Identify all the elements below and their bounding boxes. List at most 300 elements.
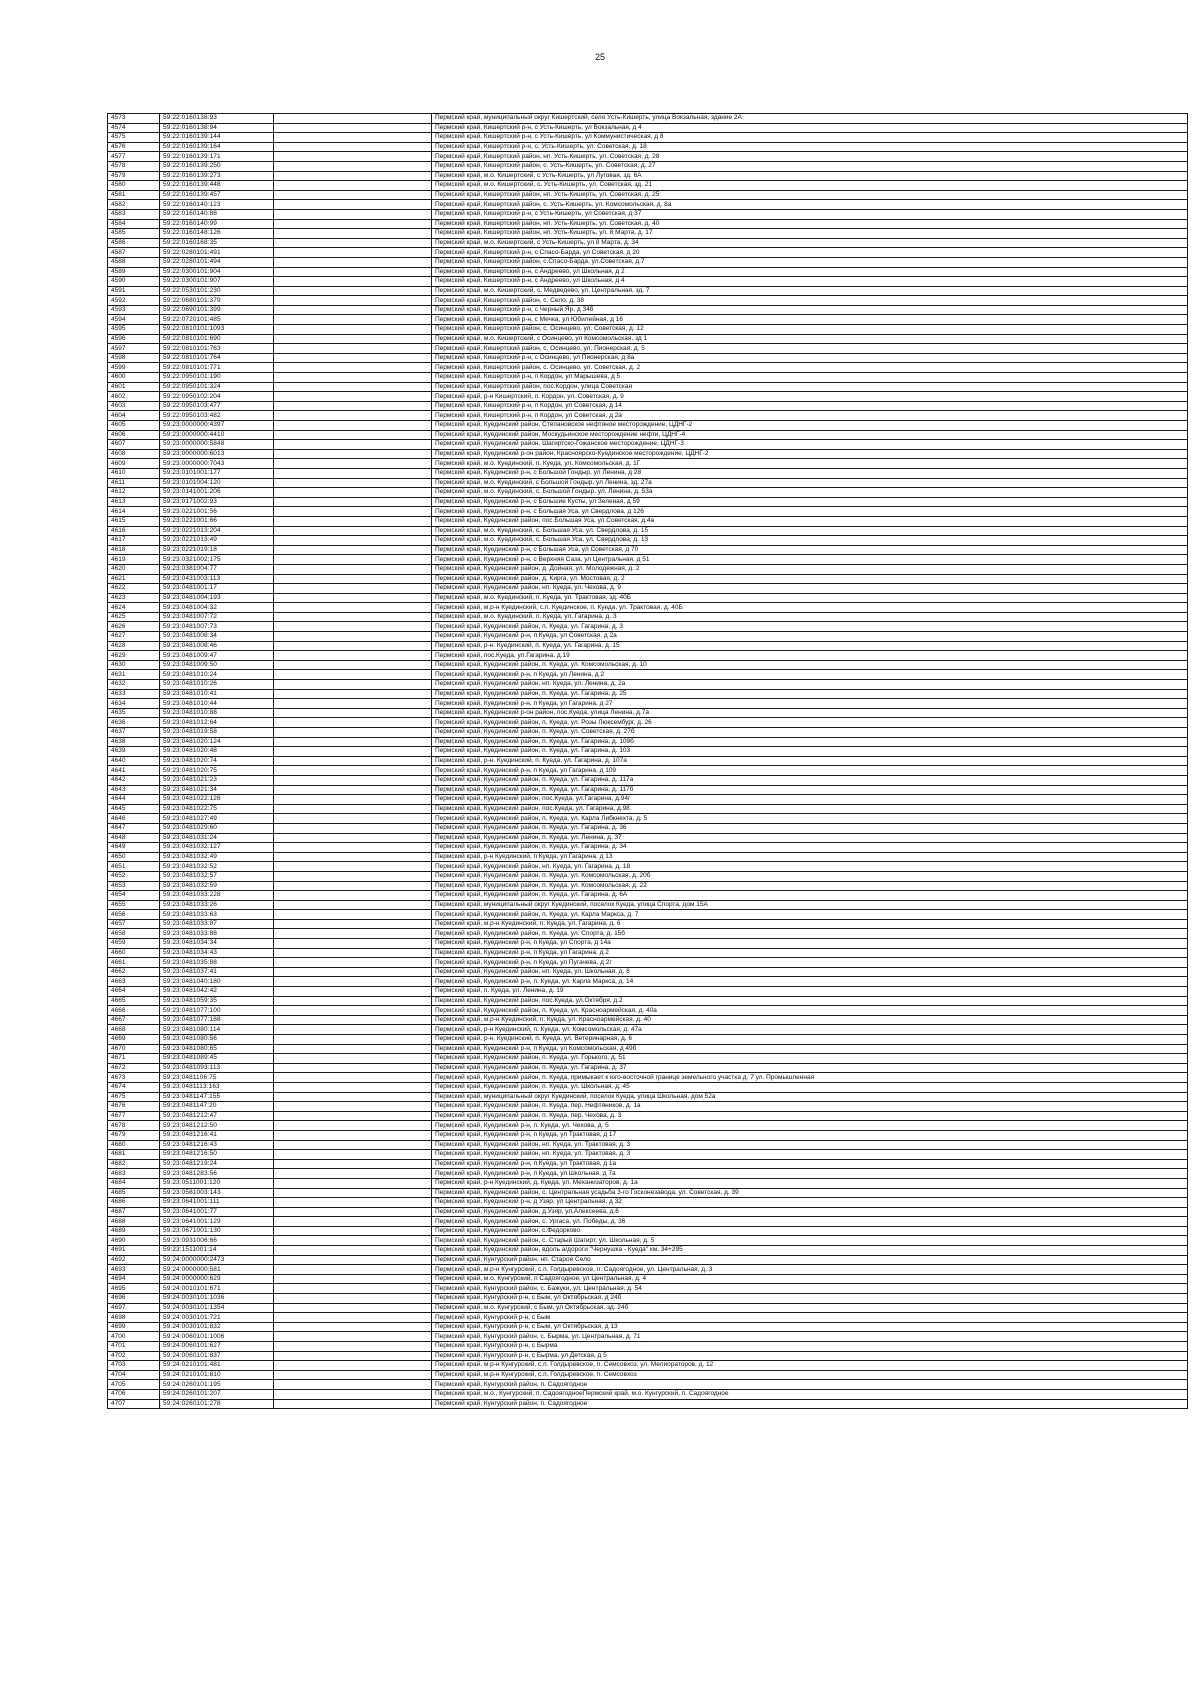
table-row (108, 1169, 1188, 1179)
address: Пермский край, р-н Куединский, п. Куеда, ул. Комсомольская, д. 47а (432, 1025, 1188, 1035)
blank-cell (274, 1313, 432, 1323)
address: Пермский край, м.р-н Куединский, п. Куеда, ул. Красноармейская, д. 40 (432, 1015, 1188, 1025)
address: Пермский край, р-н Куединский, д. Куеда, ул. Механизаторов, д. 1а (432, 1178, 1188, 1188)
table-row (108, 171, 1188, 181)
blank-cell (274, 660, 432, 670)
blank-cell (274, 996, 432, 1006)
table-row (108, 977, 1188, 987)
address: Пермский край, Куединский р-н, п Куеда, ул Спорта, д 14а (432, 939, 1188, 949)
row-number: 4606 (108, 430, 160, 440)
table-row (108, 555, 1188, 565)
row-number: 4647 (108, 823, 160, 833)
table-row (108, 516, 1188, 526)
table-row (108, 373, 1188, 383)
row-number: 4605 (108, 421, 160, 431)
row-number: 4650 (108, 852, 160, 862)
cadastral-number: 59:23:0641001:111 (160, 1198, 274, 1208)
table-row (108, 1178, 1188, 1188)
cadastral-number: 59:23:0481019:58 (160, 728, 274, 738)
address: Пермский край, Кунгурский район, п. Садоягодное (432, 1380, 1188, 1390)
cadastral-number: 59:22:0160140:123 (160, 200, 274, 210)
table-row (108, 1255, 1188, 1265)
row-number: 4576 (108, 142, 160, 152)
address: Пермский край, м.о. Куединский, с. Большая Уса, ул. Свердлова, д. 15 (432, 526, 1188, 536)
address: Пермский край, Куединский район, п. Куеда, ул. Гагарина, д. 34 (432, 843, 1188, 853)
table-row (108, 622, 1188, 632)
table-row (108, 967, 1188, 977)
table-row (108, 804, 1188, 814)
cadastral-number: 59:23:0221019:18 (160, 545, 274, 555)
address: Пермский край, Куединский район, п. Куеда, ул. Гагарина, д. 6А (432, 891, 1188, 901)
row-number: 4667 (108, 1015, 160, 1025)
address: Пермский край, м.р-н Кунгурский, с.п. Голдыревское, п. Семсовхоз (432, 1370, 1188, 1380)
address: Пермский край, Кишертский р-н, с Осинцево, ул Пионерская, д 8а (432, 353, 1188, 363)
row-number: 4610 (108, 468, 160, 478)
table-row (108, 919, 1188, 929)
row-number: 4699 (108, 1322, 160, 1332)
table-row (108, 545, 1188, 555)
table-row (108, 1150, 1188, 1160)
row-number: 4641 (108, 766, 160, 776)
table-row (108, 1313, 1188, 1323)
address: Пермский край, Кишертский р-н, с Андреево, ул Школьная, д 4 (432, 277, 1188, 287)
address: Пермский край, Кунгурский район, с. Бырма, ул. Центральная, д. 71 (432, 1332, 1188, 1342)
blank-cell (274, 641, 432, 651)
row-number: 4649 (108, 843, 160, 853)
cadastral-number: 59:22:0810101:763 (160, 344, 274, 354)
blank-cell (274, 728, 432, 738)
cadastral-number: 59:23:0381004:77 (160, 564, 274, 574)
blank-cell (274, 891, 432, 901)
blank-cell (274, 756, 432, 766)
row-number: 4663 (108, 977, 160, 987)
address: Пермский край, Кишертский район, нп. Усть-Кишерть, ул. Советская, д. 28 (432, 152, 1188, 162)
address: Пермский край, Куединский район, п. Куеда, ул. Красноармейская, д. 40а (432, 1006, 1188, 1016)
address: Пермский край, м.о., Кунгурский, п. СадоягодноеПермский край, м.о. Кунгурский, п. Садоягодное (432, 1389, 1188, 1399)
cadastral-number: 59:22:0160168:35 (160, 238, 274, 248)
table-row (108, 1102, 1188, 1112)
cadastral-number: 59:23:0481027:49 (160, 814, 274, 824)
blank-cell (274, 584, 432, 594)
address: Пермский край, Кишертский р-н, с Андреево, ул Школьная, д 2 (432, 267, 1188, 277)
table-row (108, 421, 1188, 431)
row-number: 4678 (108, 1121, 160, 1131)
table-row (108, 1265, 1188, 1275)
address: Пермский край, Кишертский район, с. Осинцево, ул. Советская, д. 2 (432, 363, 1188, 373)
blank-cell (274, 1389, 432, 1399)
row-number: 4648 (108, 833, 160, 843)
table-row (108, 891, 1188, 901)
blank-cell (274, 171, 432, 181)
blank-cell (274, 411, 432, 421)
row-number: 4581 (108, 190, 160, 200)
cadastral-number: 59:23:0000000:6013 (160, 449, 274, 459)
table-row (108, 1342, 1188, 1352)
address: Пермский край, Куединский район, п. Куеда, ул. Гагарина, д. 25 (432, 689, 1188, 699)
table-row (108, 152, 1188, 162)
address: Пермский край, Куединский р-н, п Куеда, ул Гагарина, д 2 (432, 948, 1188, 958)
blank-cell (274, 114, 432, 124)
blank-cell (274, 545, 432, 555)
blank-cell (274, 497, 432, 507)
table-row (108, 468, 1188, 478)
register-table (107, 113, 1188, 1409)
row-number: 4625 (108, 612, 160, 622)
cadastral-number: 59:23:0481033:63 (160, 910, 274, 920)
table-row (108, 843, 1188, 853)
row-number: 4662 (108, 967, 160, 977)
address: Пермский край, м.о. Куединский, п. Куеда, ул. Гагарина, д. 3 (432, 612, 1188, 622)
cadastral-number: 59:24:0030101:721 (160, 1313, 274, 1323)
blank-cell (274, 680, 432, 690)
cadastral-number: 59:24:0030101:1354 (160, 1303, 274, 1313)
table-row (108, 1063, 1188, 1073)
row-number: 4627 (108, 632, 160, 642)
address: Пермский край, Куединский район, с. Старый Шагирт, ул. Школьная, д. 5 (432, 1236, 1188, 1246)
row-number: 4660 (108, 948, 160, 958)
blank-cell (274, 843, 432, 853)
row-number: 4697 (108, 1303, 160, 1313)
row-number: 4578 (108, 161, 160, 171)
row-number: 4654 (108, 891, 160, 901)
cadastral-number: 59:23:0481106:75 (160, 1073, 274, 1083)
address: Пермский край, м.р-н Куединский, п. Куеда, ул. Гагарина, д. 6 (432, 919, 1188, 929)
page-number: 25 (594, 52, 605, 62)
address: Пермский край, Куединский р-н, п Куеда, ул Гагарина, д 27 (432, 699, 1188, 709)
cadastral-number: 59:23:0221001:66 (160, 516, 274, 526)
row-number: 4613 (108, 497, 160, 507)
table-row (108, 411, 1188, 421)
address: Пермский край, р-н. Куединский, п. Куеда, ул. Гагарина, д. 15 (432, 641, 1188, 651)
address: Пермский край, Куединский район, вдоль а/дороги "Чернушка - Куеда" км. 34+295 (432, 1246, 1188, 1256)
blank-cell (274, 910, 432, 920)
cadastral-number: 59:22:0160139:457 (160, 190, 274, 200)
cadastral-number: 59:23:0000000:4397 (160, 421, 274, 431)
row-number: 4666 (108, 1006, 160, 1016)
cadastral-number: 59:22:0530101:230 (160, 286, 274, 296)
row-number: 4585 (108, 229, 160, 239)
table-row (108, 229, 1188, 239)
address: Пермский край, Кунгурский р-н, с Бым, ул Октябрьская, д 24б (432, 1294, 1188, 1304)
table-row (108, 1015, 1188, 1025)
row-number: 4675 (108, 1092, 160, 1102)
table-row (108, 1111, 1188, 1121)
table-row (108, 382, 1188, 392)
cadastral-number: 59:23:0511001:120 (160, 1178, 274, 1188)
address: Пермский край, Куединский р-он район, пос.Куеда, улица Ленина, д.7а (432, 708, 1188, 718)
row-number: 4671 (108, 1054, 160, 1064)
cadastral-number: 59:23:0481012:64 (160, 718, 274, 728)
table-row (108, 1361, 1188, 1371)
row-number: 4661 (108, 958, 160, 968)
blank-cell (274, 277, 432, 287)
address: Пермский край, Кишертский район, с. Усть-Кишерть, ул. Советская, д. 27 (432, 161, 1188, 171)
cadastral-number: 59:23:0481008:34 (160, 632, 274, 642)
table-row (108, 775, 1188, 785)
blank-cell (274, 689, 432, 699)
cadastral-number: 59:23:0481033:87 (160, 919, 274, 929)
address: Пермский край, Кунгурский р-н, с Бырма, ул Детская, д 5 (432, 1351, 1188, 1361)
blank-cell (274, 1198, 432, 1208)
cadastral-number: 59:23:0481020:48 (160, 747, 274, 757)
row-number: 4664 (108, 987, 160, 997)
blank-cell (274, 286, 432, 296)
table-row (108, 238, 1188, 248)
table-row (108, 1217, 1188, 1227)
cadastral-number: 59:22:0950101:324 (160, 382, 274, 392)
table-row (108, 1188, 1188, 1198)
address: Пермский край, Куединский район, п. Куеда, ул. Школьная, д. 45 (432, 1082, 1188, 1092)
address: Пермский край, Кишертский р-н, с. Усть-Кишерть, ул. Советская, д. 18 (432, 142, 1188, 152)
address: Пермский край, Куединский район, Москудьинское месторождение нефти, ЦДНГ-4 (432, 430, 1188, 440)
address: Пермский край, п. Куеда, ул. Ленина, д. 19 (432, 987, 1188, 997)
row-number: 4597 (108, 344, 160, 354)
address: Пермский край, м.о. Кишертский, с. Медведево, ул. Центральная, зд. 7 (432, 286, 1188, 296)
blank-cell (274, 363, 432, 373)
table-row (108, 1380, 1188, 1390)
blank-cell (274, 238, 432, 248)
address: Пермский край, Куединский район, нп. Куеда, ул. Гагарина, д. 18 (432, 862, 1188, 872)
table-row (108, 1035, 1188, 1045)
cadastral-number: 59:23:0431003:113 (160, 574, 274, 584)
blank-cell (274, 1361, 432, 1371)
row-number: 4629 (108, 651, 160, 661)
row-number: 4707 (108, 1399, 160, 1409)
blank-cell (274, 536, 432, 546)
blank-cell (274, 881, 432, 891)
address: Пермский край, Куединский район, Степановское нефтяное месторождение, ЦДНГ-2 (432, 421, 1188, 431)
address: Пермский край, Куединский р-н, п Куеда, ул Пугачева, д 2г (432, 958, 1188, 968)
row-number: 4670 (108, 1044, 160, 1054)
blank-cell (274, 1370, 432, 1380)
blank-cell (274, 248, 432, 258)
address: Пермский край, муниципальный округ Кишертский, село Усть-Кишерть, улица Вокзальная, здание 2А (432, 114, 1188, 124)
cadastral-number: 59:23:0481032:127 (160, 843, 274, 853)
table-row (108, 449, 1188, 459)
cadastral-number: 59:23:0481021:23 (160, 775, 274, 785)
table-row (108, 785, 1188, 795)
blank-cell (274, 478, 432, 488)
address: Пермский край, Куединский район, п. Куеда, ул. Гагарина, д. 117б (432, 785, 1188, 795)
row-number: 4575 (108, 133, 160, 143)
address: Пермский край, Куединский район, п. Куеда, ул. Советская, д. 27б (432, 728, 1188, 738)
table-row (108, 353, 1188, 363)
address: Пермский край, пос.Куеда, ул.Гагарина, д.19 (432, 651, 1188, 661)
row-number: 4665 (108, 996, 160, 1006)
blank-cell (274, 699, 432, 709)
cadastral-number: 59:23:0481093:113 (160, 1063, 274, 1073)
row-number: 4701 (108, 1342, 160, 1352)
row-number: 4616 (108, 526, 160, 536)
cadastral-number: 59:23:0481089:45 (160, 1054, 274, 1064)
row-number: 4639 (108, 747, 160, 757)
cadastral-number: 59:22:0160139:171 (160, 152, 274, 162)
table-row (108, 871, 1188, 881)
address: Пермский край, Кишертский р-н, с Черный Яр, д 34б (432, 305, 1188, 315)
table-row (108, 833, 1188, 843)
blank-cell (274, 392, 432, 402)
cadastral-number: 59:22:0160148:126 (160, 229, 274, 239)
blank-cell (274, 967, 432, 977)
cadastral-number: 59:23:0481009:47 (160, 651, 274, 661)
cadastral-number: 59:23:0481033:228 (160, 891, 274, 901)
address: Пермский край, м.р-н Куединский, с.п. Куединское, п. Куеда, ул. Трактовая, д. 40Б (432, 603, 1188, 613)
blank-cell (274, 325, 432, 335)
address: Пермский край, Куединский р-н, с Большая Уса, ул Советская, д 70 (432, 545, 1188, 555)
blank-cell (274, 1092, 432, 1102)
cadastral-number: 59:23:0581003:143 (160, 1188, 274, 1198)
blank-cell (274, 229, 432, 239)
cadastral-number: 59:23:0000000:4410 (160, 430, 274, 440)
cadastral-number: 59:22:0950103:477 (160, 401, 274, 411)
cadastral-number: 59:23:0481032:59 (160, 881, 274, 891)
address: Пермский край, Куединский район, с. Ургаса, ул. Победы, д. 36 (432, 1217, 1188, 1227)
table-row (108, 910, 1188, 920)
table-row (108, 612, 1188, 622)
table-row (108, 219, 1188, 229)
blank-cell (274, 344, 432, 354)
row-number: 4672 (108, 1063, 160, 1073)
address: Пермский край, Куединский район, п. Куеда, ул. Гагарина, д. 36 (432, 823, 1188, 833)
blank-cell (274, 1111, 432, 1121)
blank-cell (274, 977, 432, 987)
table-row (108, 1025, 1188, 1035)
cadastral-number: 59:22:0160140:99 (160, 219, 274, 229)
cadastral-number: 59:23:0481020:124 (160, 737, 274, 747)
blank-cell (274, 852, 432, 862)
address: Пермский край, Куединский район, д.Узяр, ул.Алексеева, д.6 (432, 1207, 1188, 1217)
table-row (108, 1399, 1188, 1409)
cadastral-number: 59:24:0000000:629 (160, 1274, 274, 1284)
address: Пермский край, Куединский район, п. Куеда, пер. Чехова, д. 3 (432, 1111, 1188, 1121)
cadastral-number: 59:22:0680101:379 (160, 296, 274, 306)
table-row (108, 123, 1188, 133)
cadastral-number: 59:23:0221001:56 (160, 507, 274, 517)
cadastral-number: 59:22:0160139:164 (160, 142, 274, 152)
cadastral-number: 59:23:0141001:206 (160, 488, 274, 498)
address: Пермский край, Куединский район, д. Дойная, ул. Молодежная, д. 2 (432, 564, 1188, 574)
table-row (108, 305, 1188, 315)
table-row (108, 497, 1188, 507)
address: Пермский край, Куединский район, нп. Куеда, ул. Школьная, д. 8 (432, 967, 1188, 977)
cadastral-number: 59:23:0481022:75 (160, 804, 274, 814)
address: Пермский край, Куединский район, п. Куеда, ул. Карла Маркса, д. 7 (432, 910, 1188, 920)
cadastral-number: 59:23:0101001:177 (160, 468, 274, 478)
blank-cell (274, 353, 432, 363)
row-number: 4594 (108, 315, 160, 325)
cadastral-number: 59:23:0481077:100 (160, 1006, 274, 1016)
row-number: 4634 (108, 699, 160, 709)
table-row (108, 574, 1188, 584)
blank-cell (274, 209, 432, 219)
row-number: 4659 (108, 939, 160, 949)
cadastral-number: 59:22:0950102:204 (160, 392, 274, 402)
address: Пермский край, Куединский р-н, п Куеда, ул Ленина, д 2 (432, 670, 1188, 680)
row-number: 4687 (108, 1207, 160, 1217)
address: Пермский край, Куединский район, п. Куеда, ул. Гагарина, д. 37 (432, 1063, 1188, 1073)
blank-cell (274, 1399, 432, 1409)
table-row (108, 814, 1188, 824)
address: Пермский край, р-н Куединский, п Куеда, ул Гагарина, д 13 (432, 852, 1188, 862)
row-number: 4579 (108, 171, 160, 181)
address: Пермский край, Куединский р-н, п Куеда, ул Трактовая, д 1а (432, 1159, 1188, 1169)
blank-cell (274, 603, 432, 613)
cadastral-number: 59:24:0260101:195 (160, 1380, 274, 1390)
table-row (108, 363, 1188, 373)
cadastral-number: 59:23:0481010:44 (160, 699, 274, 709)
address: Пермский край, Куединский р-н, п. Куеда, ул. Карла Маркса, д. 14 (432, 977, 1188, 987)
row-number: 4656 (108, 910, 160, 920)
row-number: 4580 (108, 181, 160, 191)
row-number: 4619 (108, 555, 160, 565)
blank-cell (274, 574, 432, 584)
row-number: 4618 (108, 545, 160, 555)
cadastral-number: 59:23:0481113:163 (160, 1082, 274, 1092)
blank-cell (274, 1169, 432, 1179)
cadastral-number: 59:22:0160139:448 (160, 181, 274, 191)
row-number: 4574 (108, 123, 160, 133)
row-number: 4635 (108, 708, 160, 718)
blank-cell (274, 1255, 432, 1265)
row-number: 4632 (108, 680, 160, 690)
cadastral-number: 59:23:0481010:26 (160, 680, 274, 690)
table-row (108, 823, 1188, 833)
blank-cell (274, 1332, 432, 1342)
row-number: 4704 (108, 1370, 160, 1380)
cadastral-number: 59:23:0481212:50 (160, 1121, 274, 1131)
table-row (108, 1284, 1188, 1294)
address: Пермский край, Кишертский р-н, п Кордон, ул Марышева, д 5 (432, 373, 1188, 383)
row-number: 4644 (108, 795, 160, 805)
cadastral-number: 59:23:0481077:168 (160, 1015, 274, 1025)
blank-cell (274, 737, 432, 747)
cadastral-number: 59:23:0481283:56 (160, 1169, 274, 1179)
row-number: 4696 (108, 1294, 160, 1304)
row-number: 4614 (108, 507, 160, 517)
address: Пермский край, Куединский район, пос.Куеда, ул.Октября, д.2 (432, 996, 1188, 1006)
address: Пермский край, Куединский р-н, с Большой Гондыр, ул Ленина, д 28 (432, 468, 1188, 478)
table-row (108, 1082, 1188, 1092)
address: Пермский край, Куединский р-н, с Большая Уса, ул Свердлова, д 126 (432, 507, 1188, 517)
blank-cell (274, 152, 432, 162)
row-number: 4681 (108, 1150, 160, 1160)
row-number: 4668 (108, 1025, 160, 1035)
row-number: 4603 (108, 401, 160, 411)
blank-cell (274, 449, 432, 459)
table-row (108, 900, 1188, 910)
table-row (108, 929, 1188, 939)
address: Пермский край, Куединский район, пос.Большая Уса, ул.Советская, д.4а (432, 516, 1188, 526)
table-row (108, 1389, 1188, 1399)
cadastral-number: 59:23:0481010:88 (160, 708, 274, 718)
table-row (108, 1130, 1188, 1140)
table-row (108, 286, 1188, 296)
cadastral-number: 59:23:0481009:50 (160, 660, 274, 670)
table-row (108, 603, 1188, 613)
address: Пермский край, м.о. Куединский, с. Большой Гондыр, ул. Ленина, д. 53а (432, 488, 1188, 498)
cadastral-number: 59:22:0300101:907 (160, 277, 274, 287)
cadastral-number: 59:23:0481216:50 (160, 1150, 274, 1160)
address: Пермский край, Куединский район, нп. Куеда, ул. Ленина, д. 2а (432, 680, 1188, 690)
address: Пермский край, Куединский район, п. Куеда, ул. Гагарина, д. 103 (432, 747, 1188, 757)
blank-cell (274, 401, 432, 411)
blank-cell (274, 305, 432, 315)
blank-cell (274, 823, 432, 833)
table-row (108, 315, 1188, 325)
row-number: 4691 (108, 1246, 160, 1256)
address: Пермский край, р-н. Куединский, п. Куеда, ул. Гагарина, д. 107а (432, 756, 1188, 766)
cadastral-number: 59:24:0260101:278 (160, 1399, 274, 1409)
